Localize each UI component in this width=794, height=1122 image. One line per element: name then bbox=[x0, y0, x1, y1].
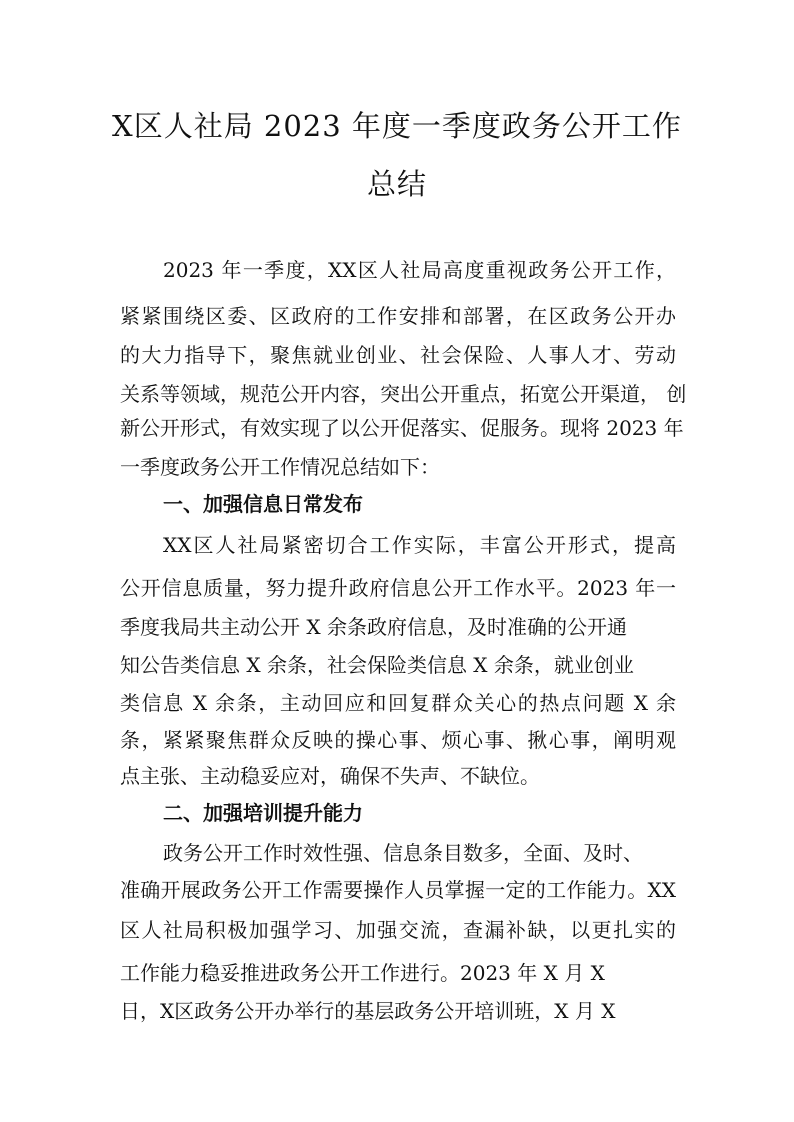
intro-line: 的大力指导下，聚焦就业创业、社会保险、人事人才、劳动 bbox=[120, 343, 676, 367]
section1-line: 季度我局共主动公开 X 余条政府信息，及时准确的公开通 bbox=[120, 615, 627, 639]
intro-line: 紧紧围绕区委、区政府的工作安排和部署，在区政务公开办 bbox=[120, 304, 676, 328]
intro-line: 关系等领域，规范公开内容，突出公开重点，拓宽公开渠道， 创 bbox=[120, 382, 687, 406]
section2-line: 工作能力稳妥推进政务公开工作进行。2023 年 X 月 X bbox=[120, 961, 605, 985]
section2-line: 区人社局积极加强学习、加强交流，查漏补缺，以更扎实的 bbox=[120, 918, 676, 942]
intro-line: 2023 年一季度，XX区人社局高度重视政务公开工作， bbox=[163, 258, 676, 282]
intro-line: 新公开形式，有效实现了以公开促落实、促服务。现将 2023 年 bbox=[120, 416, 684, 440]
section1-line: 公开信息质量，努力提升政府信息公开工作水平。2023 年一 bbox=[120, 576, 676, 600]
section2-line: 准确开展政务公开工作需要操作人员掌握一定的工作能力。XX bbox=[120, 878, 676, 902]
section1-line: 条，紧紧聚焦群众反映的操心事、烦心事、揪心事，阐明观 bbox=[120, 728, 676, 752]
section1-line: 知公告类信息 X 余条，社会保险类信息 X 余条，就业创业 bbox=[120, 653, 634, 677]
section1-line: 类信息 X 余条，主动回应和回复群众关心的热点问题 X 余 bbox=[120, 691, 676, 715]
document-title-line-2: 总结 bbox=[366, 167, 427, 201]
section2-line: 日，X区政务公开办举行的基层政务公开培训班，X 月 X bbox=[120, 999, 616, 1023]
section2-line: 政务公开工作时效性强、信息条目数多，全面、及时、 bbox=[163, 841, 643, 865]
section-heading-1: 一、加强信息日常发布 bbox=[163, 492, 363, 516]
document-title-line-1: X区人社局 2023 年度一季度政务公开工作 bbox=[112, 109, 682, 143]
section-heading-2: 二、加强培训提升能力 bbox=[163, 801, 363, 825]
section1-line: 点主张、主动稳妥应对，确保不失声、不缺位。 bbox=[120, 764, 540, 788]
intro-line: 一季度政务公开工作情况总结如下： bbox=[120, 455, 440, 479]
section1-line: XX区人社局紧密切合工作实际，丰富公开形式，提高 bbox=[163, 533, 676, 557]
